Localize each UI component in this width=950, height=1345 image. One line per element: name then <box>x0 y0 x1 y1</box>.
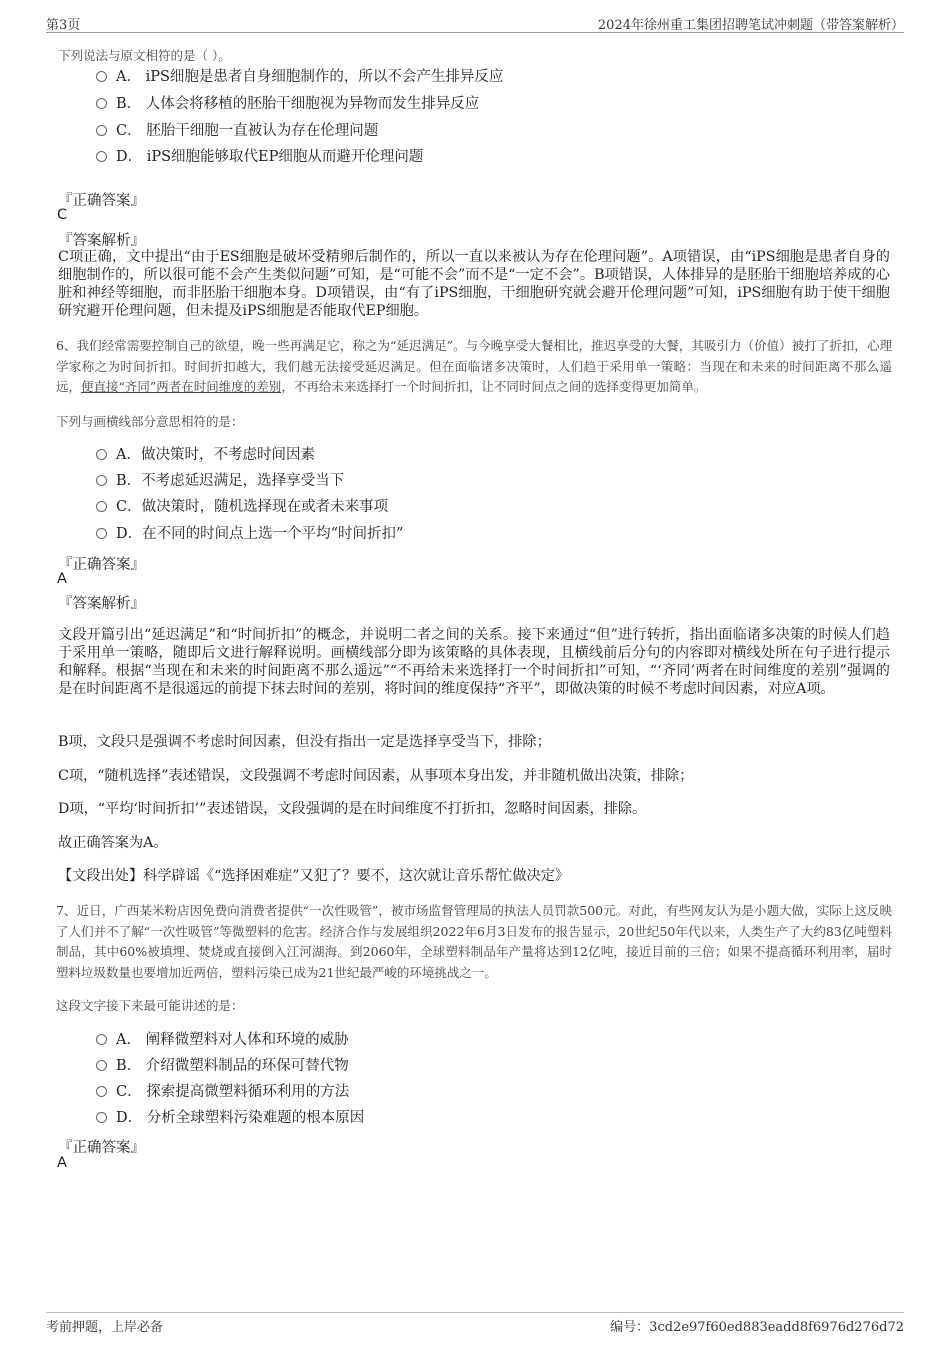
document-id: 编号：3cd2e97f60ed883eadd8f6976d276d72 <box>610 1320 904 1335</box>
q7-stem: 这段文字接下来最可能讲述的是： <box>56 998 244 1013</box>
radio-icon[interactable] <box>96 449 107 460</box>
q5-analysis: C项正确，文中提出“由于ES细胞是破坏受精卵后制作的，所以一直以来被认为存在伦理问题”。A项错误，由“iPS细胞是患者自身的细胞制作的，所以很可能不会产生类似问题”可知，是“可能不会”而不是“一定不会”。B项错误，人体排异的是胚胎干细胞培养成的心脏和神经等细胞，而非胚胎干细胞本身。D项错误，由“有了iPS细胞，干细胞研究就会避开伦理问题”可知，iPS细胞有助于使干细胞研究避开伦理问题，但未提及iPS细胞是否能取代EP细胞。 <box>58 249 890 319</box>
radio-icon[interactable] <box>96 71 107 82</box>
q6-passage: 6、我们经常需要控制自己的欲望，晚一些再满足它，称之为“延迟满足”。与今晚享受大餐相比，推迟享受的大餐，其吸引力（价值）被打了折扣，心理学家称之为时间折扣。时间折扣越大，我们越无法接受延迟满足。但在面临诸多决策时，人们趋于采用单一策略：当现在和未来的时间距离不那么遥远，便直接“齐同”两者在时间维度的差别，不再给未来选择打一个时间折扣，让不同时间点之间的选择变得更加简单。 <box>56 338 892 394</box>
radio-icon[interactable] <box>96 1112 107 1123</box>
radio-icon[interactable] <box>96 1086 107 1097</box>
page-footer <box>46 1312 904 1337</box>
q6-underlined-text: 便直接“齐同”两者在时间维度的差别 <box>81 379 282 394</box>
q6-option-d[interactable]: D．在不同的时间点上选一个平均“时间折扣” <box>96 524 403 544</box>
radio-icon[interactable] <box>96 151 107 162</box>
q7-option-a[interactable]: A． 阐释微塑料对人体和环境的威胁 <box>96 1030 349 1050</box>
radio-icon[interactable] <box>96 125 107 136</box>
q5-option-d[interactable]: D． iPS细胞能够取代EP细胞从而避开伦理问题 <box>96 147 423 167</box>
q6-source: 【文段出处】科学辟谣《“选择困难症”又犯了？要不，这次就让音乐帮忙做决定》 <box>58 868 570 884</box>
q5-answer-label: 『正确答案』 <box>58 193 145 209</box>
q7-option-b[interactable]: B． 介绍微塑料制品的环保可替代物 <box>96 1056 349 1076</box>
radio-icon[interactable] <box>96 1060 107 1071</box>
q5-option-a[interactable]: A． iPS细胞是患者自身细胞制作的，所以不会产生排异反应 <box>96 67 503 87</box>
q6-stem: 下列与画横线部分意思相符的是： <box>56 414 244 429</box>
q6-analysis-d: D项，“平均‘时间折扣’”表述错误，文段强调的是在时间维度不打折扣，忽略时间因素，排除。 <box>58 801 647 817</box>
footer-slogan: 考前押题，上岸必备 <box>46 1320 164 1335</box>
radio-icon[interactable] <box>96 98 107 109</box>
q6-analysis-label: 『答案解析』 <box>58 596 145 612</box>
page-number: 第3页 <box>46 18 81 33</box>
q7-option-d[interactable]: D． 分析全球塑料污染难题的根本原因 <box>96 1108 364 1128</box>
q7-option-c[interactable]: C． 探索提高微塑料循环利用的方法 <box>96 1082 349 1102</box>
q6-answer: A <box>57 571 67 587</box>
radio-icon[interactable] <box>96 475 107 486</box>
q6-option-c[interactable]: C．做决策时，随机选择现在或者未来事项 <box>96 497 388 517</box>
q6-option-b[interactable]: B．不考虑延迟满足，选择享受当下 <box>96 471 344 491</box>
radio-icon[interactable] <box>96 528 107 539</box>
q7-passage: 7、近日，广西某米粉店因免费向消费者提供“一次性吸管”，被市场监督管理局的执法人员罚款500元。对此，有些网友认为是小题大做，实际上这反映了人们并不了解“一次性吸管”等微塑料的危害。经济合作与发展组织2022年6月3日发布的报告显示，20世纪50年代以来，人类生产了大约83亿吨塑料制品，其中60%被填埋、焚烧或直接倒入江河湖海。到2060年，全球塑料制品年产量将达到12亿吨，接近目前的三倍；如果不提高循环利用率，届时塑料垃圾数量也要增加近两倍，塑料污染已成为21世纪最严峻的环境挑战之一。 <box>56 903 892 980</box>
q7-answer-label: 『正确答案』 <box>58 1140 145 1156</box>
q7-answer: A <box>57 1155 67 1171</box>
radio-icon[interactable] <box>96 501 107 512</box>
q6-answer-label: 『正确答案』 <box>58 557 145 573</box>
q5-option-b[interactable]: B． 人体会将移植的胚胎干细胞视为异物而发生排异反应 <box>96 94 479 114</box>
radio-icon[interactable] <box>96 1034 107 1045</box>
q5-option-c[interactable]: C． 胚胎干细胞一直被认为存在伦理问题 <box>96 121 378 141</box>
q6-conclusion: 故正确答案为A。 <box>58 835 168 851</box>
q5-stem: 下列说法与原文相符的是（ ）。 <box>58 48 231 63</box>
q6-analysis-c: C项，“随机选择”表述错误，文段强调不考虑时间因素，从事项本身出发，并非随机做出决策，排除； <box>58 768 694 784</box>
q6-analysis-main: 文段开篇引出“延迟满足”和“时间折扣”的概念，并说明二者之间的关系。接下来通过“但”进行转折，指出面临诸多决策的时候人们趋于采用单一策略，随即后文进行解释说明。画横线部分即为该策略的具体表现，且横线前后分句的内容即对横线处所在句子进行提示和解释。根据“当现在和未来的时间距离不那么遥远”“不再给未来选择打一个时间折扣”可知，“‘齐同’两者在时间维度的差别”强调的是在时间距离不是很遥远的前提下抹去时间的差别，将时间的维度保持“齐平”，即做决策的时候不考虑时间因素，对应A项。 <box>58 627 890 697</box>
page-header <box>46 14 904 33</box>
q5-answer: C <box>57 207 68 223</box>
q6-option-a[interactable]: A．做决策时，不考虑时间因素 <box>96 445 315 465</box>
q6-analysis-b: B项，文段只是强调不考虑时间因素，但没有指出一定是选择享受当下，排除； <box>58 734 551 750</box>
q5-analysis-label: 『答案解析』 <box>58 233 145 249</box>
document-title: 2024年徐州重工集团招聘笔试冲刺题（带答案解析） <box>597 18 904 33</box>
